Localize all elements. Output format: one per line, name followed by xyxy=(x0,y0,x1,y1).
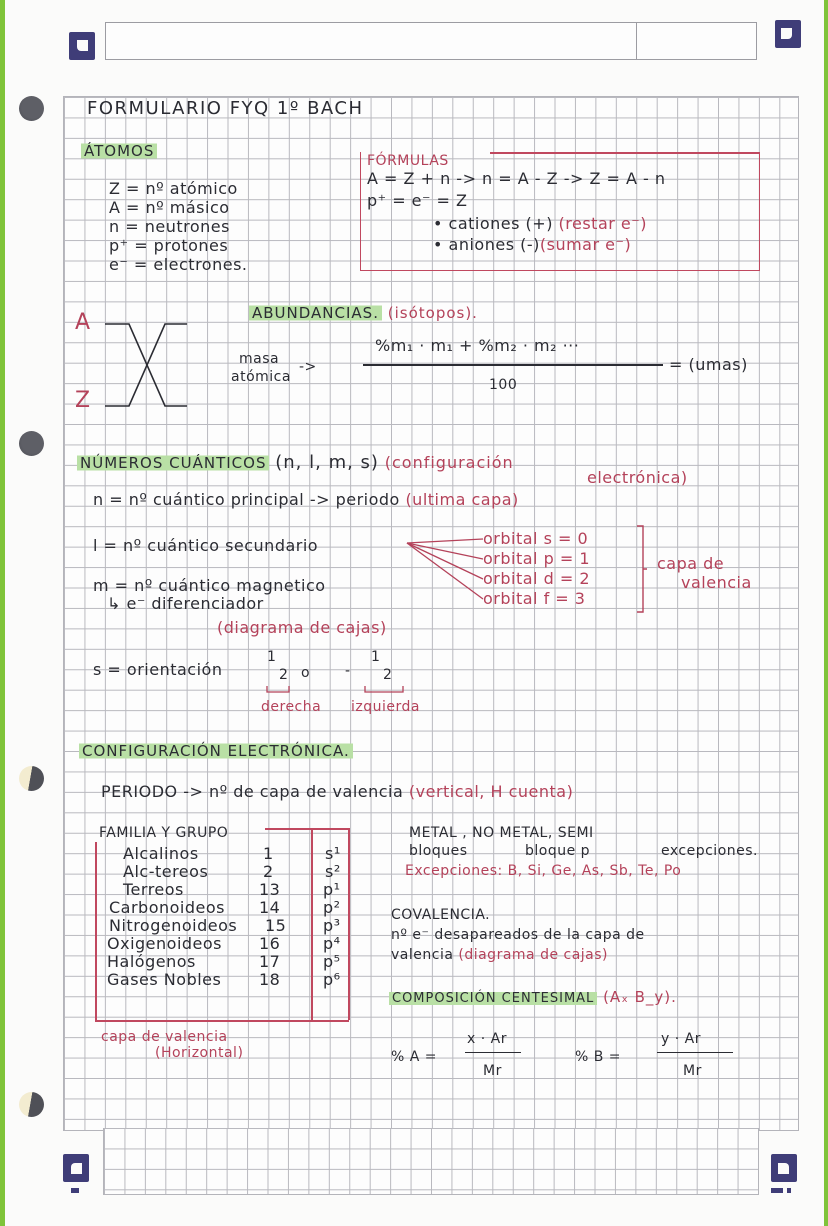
definition-item: p⁺ = protones xyxy=(109,236,229,255)
family-group: 16 xyxy=(259,934,281,953)
binder-hole xyxy=(19,431,44,456)
familia-left-rule xyxy=(95,842,97,1020)
nuclide-notation-diagram xyxy=(105,320,187,410)
small-mark xyxy=(771,1188,783,1193)
covalencia-line: nº e⁻ desapareados de la capa de xyxy=(391,927,645,943)
n-note: (ultima capa) xyxy=(405,490,519,509)
arrow-icon: -> xyxy=(299,359,317,375)
family-name: Nitrogenoideos xyxy=(109,916,238,935)
section-heading-composicion: COMPOSICIÓN CENTESIMAL xyxy=(389,991,597,1006)
family-config: p³ xyxy=(323,916,341,935)
abundancias-note: (isótopos). xyxy=(387,304,478,322)
spin-underbraces xyxy=(267,686,407,694)
spin-right-label: derecha xyxy=(261,699,322,715)
corner-marker-icon xyxy=(63,1154,89,1182)
family-config: s² xyxy=(325,862,341,881)
family-name: Alc-tereos xyxy=(123,862,209,881)
bloque-p-label: bloque p xyxy=(525,843,591,859)
diagram-label-a: A xyxy=(75,310,91,335)
orbital-item: orbital s = 0 xyxy=(483,529,589,548)
pct-b-label: % B = xyxy=(575,1049,622,1065)
formula-line: p⁺ = e⁻ = Z xyxy=(367,191,468,210)
formula-bullet: • cationes (+) (restar e⁻) xyxy=(433,214,647,233)
spin-minus-den: 2 xyxy=(383,667,393,683)
excepciones-list: Excepciones: B, Si, Ge, As, Sb, Te, Po xyxy=(405,863,682,879)
capa-valencia-footer: capa de valencia xyxy=(101,1029,228,1045)
excepciones-label: excepciones. xyxy=(661,843,758,859)
metal-line: METAL , NO METAL, SEMI xyxy=(409,825,594,841)
small-mark xyxy=(71,1188,79,1193)
binder-hole xyxy=(19,96,44,121)
bullet-dot-icon: • xyxy=(433,214,449,233)
family-group: 14 xyxy=(259,898,281,917)
family-name: Gases Nobles xyxy=(107,970,222,989)
definition-item: A = nº másico xyxy=(109,198,230,217)
n-definition: n = nº cuántico principal -> periodo xyxy=(93,490,400,509)
family-config: s¹ xyxy=(325,844,341,863)
family-name: Alcalinos xyxy=(123,844,199,863)
pct-a-numerator: x · Ar xyxy=(467,1031,507,1047)
spin-left-label: izquierda xyxy=(351,699,420,715)
familia-heading: FAMILIA Y GRUPO xyxy=(99,825,229,841)
bloques-label: bloques xyxy=(409,843,468,859)
familia-top-rule xyxy=(265,828,349,830)
masa-label: masa xyxy=(239,351,280,367)
family-group: 17 xyxy=(259,952,281,971)
family-group: 13 xyxy=(259,880,281,899)
periodo-note: (vertical, H cuenta) xyxy=(408,782,574,801)
family-config: p⁵ xyxy=(323,952,341,971)
diagram-label-z: Z xyxy=(75,388,91,413)
corner-marker-icon xyxy=(771,1154,797,1182)
spin-minus-num: 1 xyxy=(371,649,381,665)
family-group: 2 xyxy=(263,862,274,881)
covalencia-note: (diagrama de cajas) xyxy=(458,947,609,963)
composicion-formula: (Aₓ B_y). xyxy=(603,988,677,1006)
spin-plus-den: 2 xyxy=(279,667,289,683)
family-config: p⁶ xyxy=(323,970,341,989)
section-heading-configuracion: CONFIGURACIÓN ELECTRÓNICA. xyxy=(79,742,353,760)
header-field-box xyxy=(105,22,757,60)
familia-right-rule xyxy=(348,828,350,1020)
periodo-definition: PERIODO -> nº de capa de valencia xyxy=(101,782,404,801)
spin-plus-num: 1 xyxy=(267,649,277,665)
spin-minus-sign: - xyxy=(345,663,351,679)
orbital-bracket-icon xyxy=(635,524,647,616)
familia-divider xyxy=(311,828,313,1020)
definition-item: Z = nº atómico xyxy=(109,179,238,198)
quantum-params: (n, l, m, s) xyxy=(275,452,379,473)
family-name: Carbonoideos xyxy=(109,898,225,917)
section-heading-atomos: ÁTOMOS xyxy=(81,142,157,160)
pct-a-denominator: Mr xyxy=(483,1063,502,1079)
s-definition: s = orientación xyxy=(93,660,223,679)
family-config: p⁴ xyxy=(323,934,341,953)
pct-a-fraction-bar xyxy=(465,1052,521,1053)
bullet-dot-icon: • xyxy=(433,235,449,254)
orbital-item: orbital d = 2 xyxy=(483,569,590,588)
family-group: 18 xyxy=(259,970,281,989)
section-heading-abundancias: ABUNDANCIAS. xyxy=(249,304,382,322)
config-note: (configuración xyxy=(384,453,514,472)
capa-valencia-note: valencia xyxy=(681,573,752,592)
atomica-label: atómica xyxy=(231,369,291,385)
family-config: p¹ xyxy=(323,880,341,899)
family-group: 15 xyxy=(265,916,287,935)
definition-item: n = neutrones xyxy=(109,217,230,236)
formulas-heading: FÓRMULAS xyxy=(367,153,449,169)
formulas-box-top-rule xyxy=(490,152,760,154)
orbital-arrows-icon xyxy=(407,535,487,607)
capa-valencia-note: capa de xyxy=(657,554,725,573)
fraction-numerator: %m₁ · m₁ + %m₂ · m₂ ··· xyxy=(375,336,580,355)
family-group: 1 xyxy=(263,844,274,863)
fraction-bar xyxy=(363,364,663,366)
config-note-line2: electrónica) xyxy=(587,468,688,487)
horizontal-footer: (Horizontal) xyxy=(155,1045,244,1061)
corner-marker-icon xyxy=(775,20,801,48)
corner-marker-icon xyxy=(69,32,95,60)
formula-bullet: • aniones (-)(sumar e⁻) xyxy=(433,235,632,254)
header-divider xyxy=(636,23,637,59)
small-mark xyxy=(787,1188,791,1193)
pct-b-fraction-bar xyxy=(657,1052,733,1053)
definition-item: e⁻ = electrones. xyxy=(109,255,248,274)
m-definition: m = nº cuántico magnetico xyxy=(93,576,326,595)
binder-hole xyxy=(19,1092,44,1117)
pct-a-label: % A = xyxy=(391,1049,438,1065)
orbital-item: orbital p = 1 xyxy=(483,549,590,568)
covalencia-line: valencia xyxy=(391,947,454,963)
orbital-item: orbital f = 3 xyxy=(483,589,586,608)
m-note: (diagrama de cajas) xyxy=(217,618,387,637)
family-name: Halógenos xyxy=(107,952,196,971)
family-name: Oxigenoideos xyxy=(107,934,223,953)
page-title: FORMULARIO FYQ 1º BACH xyxy=(87,98,364,119)
spin-or: o xyxy=(301,665,311,681)
familia-bottom-rule xyxy=(95,1020,349,1022)
pct-b-denominator: Mr xyxy=(683,1063,702,1079)
m-subnote: ↳ e⁻ diferenciador xyxy=(107,594,264,613)
umas-result: = (umas) xyxy=(669,355,748,374)
family-name: Terreos xyxy=(123,880,184,899)
l-definition: l = nº cuántico secundario xyxy=(93,536,319,555)
graph-paper-grid-footer xyxy=(103,1128,759,1195)
covalencia-heading: COVALENCIA. xyxy=(391,907,491,923)
binder-hole xyxy=(19,766,44,791)
section-heading-numeros-cuanticos: NÚMEROS CUÁNTICOS xyxy=(77,454,269,472)
formula-line: A = Z + n -> n = A - Z -> Z = A - n xyxy=(367,169,666,188)
pct-b-numerator: y · Ar xyxy=(661,1031,701,1047)
family-config: p² xyxy=(323,898,341,917)
fraction-denominator: 100 xyxy=(489,377,518,393)
